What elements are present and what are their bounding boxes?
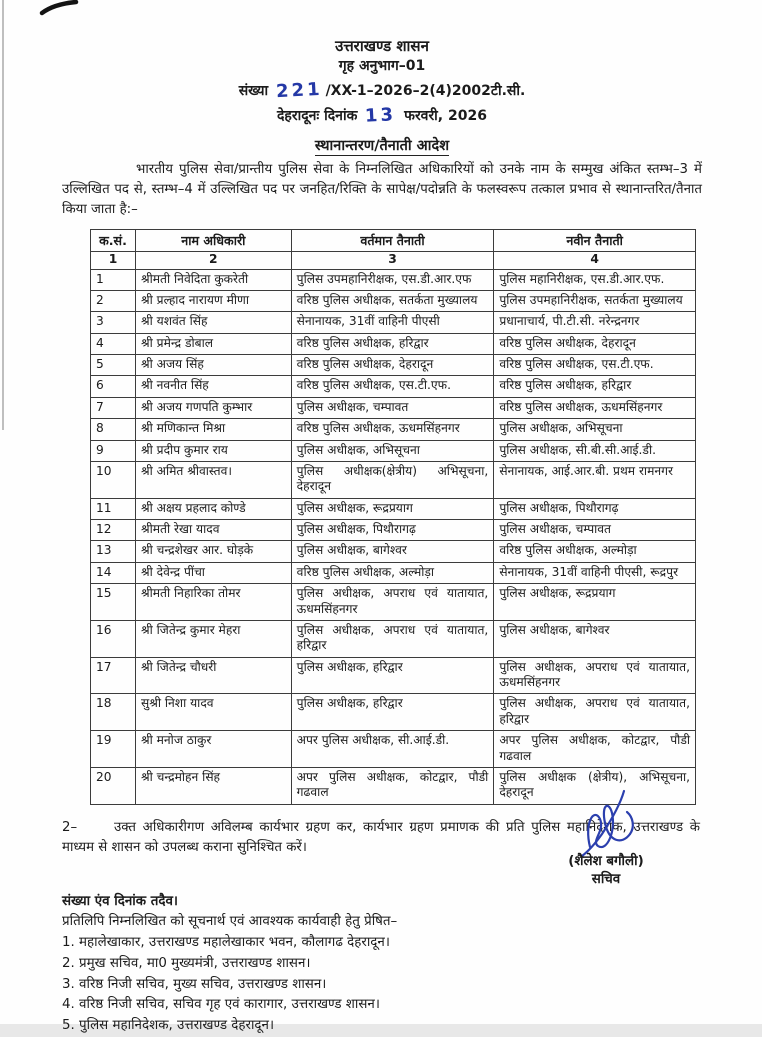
current-posting-cell: पुलिस अधीक्षक, रूद्रप्रयाग <box>291 498 494 519</box>
table-row <box>91 397 696 418</box>
serial-number-cell: 10 <box>91 461 136 498</box>
column-number: 2 <box>135 251 291 269</box>
new-posting-cell: पुलिस अधीक्षक, अभिसूचना <box>494 419 696 440</box>
new-posting-cell: वरिष्ठ पुलिस अधीक्षक, अल्मोड़ा <box>494 541 696 562</box>
officer-name-cell: श्री नवनीत सिंह <box>135 376 291 397</box>
current-posting-cell: पुलिस अधीक्षक, पिथौरागढ़ <box>291 520 494 541</box>
signatory-designation: सचिव <box>591 872 621 888</box>
cc-list-item: 1. महालेखाकार, उत्तराखण्ड महालेखाकार भवन, कौलागढ देहरादून। <box>62 935 390 951</box>
serial-number-cell: 14 <box>91 562 136 583</box>
new-posting-cell: पुलिस अधीक्षक, चम्पावत <box>494 520 696 541</box>
scan-edge-artifact <box>2 0 4 430</box>
serial-number-cell: 15 <box>91 584 136 621</box>
current-posting-cell: पुलिस अधीक्षक(क्षेत्रीय) अभिसूचना, देहरादून <box>291 461 494 498</box>
serial-number-cell: 9 <box>91 440 136 461</box>
date-suffix: फरवरी, 2026 <box>404 107 487 124</box>
officer-name-cell: श्री अमित श्रीवास्तव। <box>135 461 291 498</box>
officer-name-cell: श्री प्रमेन्द्र डोबाल <box>135 333 291 354</box>
current-posting-cell: वरिष्ठ पुलिस अधीक्षक, सतर्कता मुख्यालय <box>291 290 494 311</box>
current-posting-cell: अपर पुलिस अधीक्षक, सी.आई.डी. <box>291 731 494 768</box>
current-posting-cell: पुलिस अधीक्षक, बागेश्वर <box>291 541 494 562</box>
table-row <box>91 657 696 694</box>
officer-name-cell: श्रीमती रेखा यादव <box>135 520 291 541</box>
officer-name-cell: श्री जितेन्द्र कुमार मेहरा <box>135 620 291 657</box>
table-row <box>91 355 696 376</box>
serial-number-cell: 18 <box>91 694 136 731</box>
serial-number-cell: 20 <box>91 767 136 804</box>
officer-name-cell: श्री प्रदीप कुमार राय <box>135 440 291 461</box>
officer-name-cell: श्रीमती निवेदिता कुकरेती <box>135 269 291 290</box>
current-posting-cell: सेनानायक, 31वीं वाहिनी पीएसी <box>291 312 494 333</box>
table-row <box>91 461 696 498</box>
table-row <box>91 376 696 397</box>
closing-paragraph-text: उक्त अधिकारीगण अविलम्ब कार्यभार ग्रहण कर, कार्यभार ग्रहण प्रमाणक की प्रति पुलिस महानिदेशक, उत्तराखण्ड के माध्यम से शासन को उपलब्ध कराना सुनिश्चित करें। <box>62 819 700 855</box>
officer-name-cell: श्रीमती निहारिका तोमर <box>135 584 291 621</box>
table-row <box>91 620 696 657</box>
serial-number-cell: 12 <box>91 520 136 541</box>
serial-number-cell: 7 <box>91 397 136 418</box>
current-posting-cell: वरिष्ठ पुलिस अधीक्षक, एस.टी.एफ. <box>291 376 494 397</box>
new-posting-cell: पुलिस अधीक्षक, सी.बी.सी.आई.डी. <box>494 440 696 461</box>
officer-name-cell: श्री अजय सिंह <box>135 355 291 376</box>
serial-number-cell: 11 <box>91 498 136 519</box>
new-posting-cell: वरिष्ठ पुलिस अधीक्षक, हरिद्वार <box>494 376 696 397</box>
current-posting-cell: पुलिस अधीक्षक, अपराध एवं यातायात, ऊधमसिंहनगर <box>291 584 494 621</box>
new-posting-cell: सेनानायक, 31वीं वाहिनी पीएसी, रूद्रपुर <box>494 562 696 583</box>
table-header-row <box>91 229 696 251</box>
table-row <box>91 731 696 768</box>
current-posting-cell: वरिष्ठ पुलिस अधीक्षक, अल्मोड़ा <box>291 562 494 583</box>
order-number-rest: /XX-1–2026–2(4)2002टी.सी. <box>325 82 526 99</box>
serial-number-cell: 19 <box>91 731 136 768</box>
serial-number-cell: 4 <box>91 333 136 354</box>
serial-number-cell: 2 <box>91 290 136 311</box>
cc-list-item: 3. वरिष्ठ निजी सचिव, मुख्य सचिव, उत्तराखण्ड शासन। <box>62 976 327 992</box>
new-posting-cell: पुलिस अधीक्षक, अपराध एवं यातायात, हरिद्वार <box>494 694 696 731</box>
column-number: 4 <box>494 251 696 269</box>
pen-mark-icon <box>38 0 82 16</box>
table-row <box>91 562 696 583</box>
column-header: क.सं. <box>91 229 136 251</box>
new-posting-cell: पुलिस महानिरीक्षक, एस.डी.आर.एफ. <box>494 269 696 290</box>
serial-number-cell: 6 <box>91 376 136 397</box>
signature-ink-icon <box>560 789 652 861</box>
table-row <box>91 694 696 731</box>
transfer-table <box>90 229 696 805</box>
new-posting-cell: अपर पुलिस अधीक्षक, कोटद्वार, पौडी गढवाल <box>494 731 696 768</box>
current-posting-cell: पुलिस अधीक्षक, अभिसूचना <box>291 440 494 461</box>
cc-list-item: 2. प्रमुख सचिव, मा0 मुख्यमंत्री, उत्तराखण्ड शासन। <box>62 955 311 971</box>
place-date-line <box>62 102 702 127</box>
new-posting-cell: पुलिस अधीक्षक, पिथौरागढ़ <box>494 498 696 519</box>
signatory-name: (शैलेश बगौली) <box>568 854 644 869</box>
column-number-row <box>91 251 696 269</box>
order-number-line <box>62 77 702 102</box>
table-row <box>91 520 696 541</box>
current-posting-cell: पुलिस अधीक्षक, हरिद्वार <box>291 694 494 731</box>
table-row <box>91 440 696 461</box>
department-section: गृह अनुभाग–01 <box>338 58 426 74</box>
table-row <box>91 584 696 621</box>
current-posting-cell: पुलिस अधीक्षक, हरिद्वार <box>291 657 494 694</box>
handwritten-order-number: 221 <box>275 78 324 102</box>
new-posting-cell: पुलिस अधीक्षक, बागेश्वर <box>494 620 696 657</box>
current-posting-cell: पुलिस उपमहानिरीक्षक, एस.डी.आर.एफ <box>291 269 494 290</box>
officer-name-cell: सुश्री निशा यादव <box>135 694 291 731</box>
new-posting-cell: प्रधानाचार्य, पी.टी.सी. नरेन्द्रनगर <box>494 312 696 333</box>
current-posting-cell: पुलिस अधीक्षक, अपराध एवं यातायात, हरिद्वार <box>291 620 494 657</box>
new-posting-cell: पुलिस उपमहानिरीक्षक, सतर्कता मुख्यालय <box>494 290 696 311</box>
current-posting-cell: वरिष्ठ पुलिस अधीक्षक, देहरादून <box>291 355 494 376</box>
transfer-table-body <box>91 269 696 804</box>
signature-block <box>512 789 700 889</box>
document-header <box>62 36 702 127</box>
new-posting-cell: पुलिस अधीक्षक, अपराध एवं यातायात, ऊधमसिंहनगर <box>494 657 696 694</box>
officer-name-cell: श्री मनोज ठाकुर <box>135 731 291 768</box>
serial-number-cell: 5 <box>91 355 136 376</box>
handwritten-date: 13 <box>364 103 397 127</box>
intro-paragraph: भारतीय पुलिस सेवा/प्रान्तीय पुलिस सेवा के निम्नलिखित अधिकारियों को उनके नाम के सम्मुख अंकित स्तम्भ–3 में उल्लिखित पद से, स्तम्भ–4 में उल्लिखित पद पर जनहित/रिक्ति के सापेक्ष/पदोन्नति के फलस्वरूप तत्काल प्रभाव से स्थानान्तरित/तैनात किया जाता है:– <box>62 161 702 217</box>
copy-forwarded-line: प्रतिलिपि निम्नलिखित को सूचनार्थ एवं आवश्यक कार्यवाही हेतु प्रेषित– <box>62 914 398 930</box>
officer-name-cell: श्री देवेन्द्र पींचा <box>135 562 291 583</box>
cc-list <box>62 933 702 1037</box>
government-name: उत्तराखण्ड शासन <box>335 37 429 55</box>
order-number-label: संख्या <box>238 82 269 99</box>
distribution-section <box>62 892 702 1037</box>
column-header: नवीन तैनाती <box>494 229 696 251</box>
officer-name-cell: श्री जितेन्द्र चौधरी <box>135 657 291 694</box>
table-row <box>91 333 696 354</box>
table-row <box>91 498 696 519</box>
current-posting-cell: वरिष्ठ पुलिस अधीक्षक, ऊधमसिंहनगर <box>291 419 494 440</box>
column-header: नाम अधिकारी <box>135 229 291 251</box>
new-posting-cell: पुलिस अधीक्षक (क्षेत्रीय), अभिसूचना, देहरादून <box>494 767 696 804</box>
serial-number-cell: 13 <box>91 541 136 562</box>
new-posting-cell: वरिष्ठ पुलिस अधीक्षक, देहरादून <box>494 333 696 354</box>
table-row <box>91 419 696 440</box>
new-posting-cell: सेनानायक, आई.आर.बी. प्रथम रामनगर <box>494 461 696 498</box>
new-posting-cell: पुलिस अधीक्षक, रूद्रप्रयाग <box>494 584 696 621</box>
cc-list-item: 4. वरिष्ठ निजी सचिव, सचिव गृह एवं कारागार, उत्तराखण्ड शासन। <box>62 997 380 1013</box>
table-row <box>91 541 696 562</box>
serial-number-cell: 17 <box>91 657 136 694</box>
current-posting-cell: अपर पुलिस अधीक्षक, कोटद्वार, पौडी गढवाल <box>291 767 494 804</box>
closing-paragraph-number: 2– <box>62 819 78 835</box>
serial-number-cell: 3 <box>91 312 136 333</box>
serial-number-cell: 16 <box>91 620 136 657</box>
serial-number-cell: 8 <box>91 419 136 440</box>
table-row <box>91 312 696 333</box>
column-header: वर्तमान तैनाती <box>291 229 494 251</box>
column-number: 1 <box>91 251 136 269</box>
officer-name-cell: श्री चन्द्रमोहन सिंह <box>135 767 291 804</box>
column-number: 3 <box>291 251 494 269</box>
table-row <box>91 290 696 311</box>
officer-name-cell: श्री अक्षय प्रहलाद कोण्डे <box>135 498 291 519</box>
cc-list-item: 5. पुलिस महानिदेशक, उत्तराखण्ड देहरादून। <box>62 1018 275 1034</box>
serial-number-cell: 1 <box>91 269 136 290</box>
same-number-date-line: संख्या एंव दिनांक तदैव। <box>62 893 178 909</box>
officer-name-cell: श्री चन्द्रशेखर आर. घोड़के <box>135 541 291 562</box>
officer-name-cell: श्री यशवंत सिंह <box>135 312 291 333</box>
document-title: स्थानान्तरण/तैनाती आदेश <box>314 137 450 154</box>
current-posting-cell: पुलिस अधीक्षक, चम्पावत <box>291 397 494 418</box>
place-date-prefix: देहरादूनः दिनांक <box>277 107 358 124</box>
new-posting-cell: वरिष्ठ पुलिस अधीक्षक, ऊधमसिंहनगर <box>494 397 696 418</box>
new-posting-cell: वरिष्ठ पुलिस अधीक्षक, एस.टी.एफ. <box>494 355 696 376</box>
officer-name-cell: श्री मणिकान्त मिश्रा <box>135 419 291 440</box>
officer-name-cell: श्री प्रल्हाद नारायण मीणा <box>135 290 291 311</box>
table-row <box>91 269 696 290</box>
current-posting-cell: वरिष्ठ पुलिस अधीक्षक, हरिद्वार <box>291 333 494 354</box>
officer-name-cell: श्री अजय गणपति कुम्भार <box>135 397 291 418</box>
